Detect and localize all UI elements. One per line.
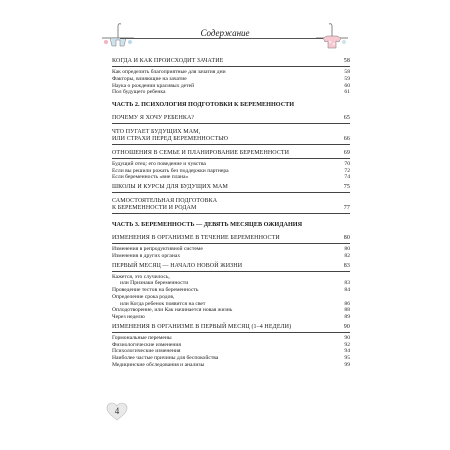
- toc-page-number: 58: [343, 58, 350, 64]
- toc-item: [112, 342, 350, 349]
- toc-page-number: 83: [344, 280, 350, 287]
- toc-part-heading: [112, 102, 350, 109]
- toc-item: [112, 76, 350, 83]
- toc-page-number: 99: [344, 361, 350, 368]
- toc-item-title: Если беременность «вне плана»: [112, 174, 189, 181]
- toc-page-number: 59: [344, 75, 350, 82]
- page-number-badge: [106, 402, 128, 422]
- toc-item-title-cont: или Когда ребенок появится на свет: [120, 300, 206, 307]
- toc-item: [112, 89, 350, 96]
- toc-item-title: Изменения в репродуктивной системе: [112, 246, 203, 253]
- toc-section-title: ШКОЛЫ И КУРСЫ ДЛЯ БУДУЩИХ МАМ: [112, 184, 228, 191]
- toc-item-title: Изменения в других органах: [112, 252, 181, 259]
- toc-section-title: ИЗМЕНЕНИЯ В ОРГАНИЗМЕ В ПЕРВЫЙ МЕСЯЦ (1–4 НЕДЕЛИ): [112, 323, 292, 330]
- toc-page-number: 77: [343, 205, 350, 212]
- toc-item-title: Наука о рождении красивых детей: [112, 82, 195, 89]
- section-rule: [112, 123, 350, 124]
- toc-item-title: Определение срока родов,: [112, 293, 175, 300]
- toc-item-title: Если вы решили рожать без поддержки партнера: [112, 167, 229, 174]
- toc-item-title: Физиологические изменения: [112, 341, 181, 348]
- toc-item: [112, 301, 350, 308]
- toc-item: [112, 69, 350, 76]
- toc-page-number: 94: [344, 348, 350, 355]
- page-header: [100, 22, 350, 52]
- toc-item-title: Наиболее частые причины для беспокойства: [112, 355, 219, 361]
- baby-clothes-hanger-icon: [100, 22, 136, 50]
- toc-section-title: САМОСТОЯТЕЛЬНАЯ ПОДГОТОВКА: [112, 198, 218, 205]
- toc-item-title: Гормональные перемены: [112, 334, 172, 341]
- toc-page-number: 90: [344, 334, 350, 341]
- section-rule: [112, 271, 350, 272]
- toc-page-number: 66: [343, 135, 350, 142]
- toc-item-title: Будущий отец: его поведение и чувства: [112, 161, 206, 168]
- toc-item: [112, 314, 350, 321]
- section-rule: [112, 332, 350, 333]
- toc-section: [112, 58, 350, 65]
- toc-section-line: [112, 198, 350, 205]
- toc-item-title: Кажется, это случилось,: [112, 273, 170, 280]
- toc-section: [112, 115, 350, 122]
- toc-page-number: 69: [343, 149, 350, 156]
- section-rule: [112, 213, 350, 214]
- toc-item-title: Пол будущего ребенка: [112, 89, 166, 96]
- header-title: Содержание: [185, 28, 265, 38]
- toc-section-title: ИЗМЕНЕНИЯ В ОРГАНИЗМЕ В ТЕЧЕНИЕ БЕРЕМЕННОСТИ: [112, 234, 280, 241]
- toc-page-number: 65: [343, 114, 350, 121]
- toc-section-title-cont: ИЛИ СТРАХИ ПЕРЕД БЕРЕМЕННОСТЬЮ: [112, 135, 229, 142]
- toc-page-number: 80: [344, 246, 350, 253]
- toc-item-title: Психологические изменения: [112, 348, 181, 355]
- toc-page-number: 80: [343, 234, 350, 241]
- toc-page-number: 86: [344, 300, 350, 307]
- toc-item-title: Как определить благоприятные для зачатия дни: [112, 69, 226, 76]
- toc-section-title: ЧТО ПУГАЕТ БУДУЩИХ МАМ,: [112, 128, 201, 135]
- toc-item: [112, 246, 350, 253]
- toc-section: [112, 263, 350, 270]
- toc-item-title: Проведение тестов на беременность: [112, 287, 199, 294]
- toc-page-number: 83: [343, 262, 350, 269]
- toc-section: [112, 324, 350, 331]
- section-rule: [112, 243, 350, 244]
- toc-section-title-cont: К БЕРЕМЕННОСТИ И РОДАМ: [112, 205, 197, 212]
- header-rule: [120, 38, 330, 39]
- toc-item-title: Факторы, влияющие на зачатие: [112, 75, 187, 82]
- toc-section: [112, 150, 350, 157]
- toc-item: [112, 348, 350, 355]
- toc-item: [112, 355, 350, 362]
- toc-item-title: Через неделю: [112, 313, 145, 320]
- toc-section-title: КОГДА И КАК ПРОИСХОДИТ ЗАЧАТИЕ: [112, 58, 224, 64]
- page-number: 4: [114, 406, 120, 416]
- toc-page-number: 70: [344, 161, 350, 168]
- toc-page-number: 75: [343, 184, 350, 191]
- toc-item: [112, 174, 350, 181]
- toc-page-number: 84: [344, 287, 350, 294]
- toc-item: [112, 362, 350, 369]
- section-rule: [112, 144, 350, 145]
- toc-item-title-cont: или Признаки беременности: [120, 280, 189, 287]
- toc-page-number: 61: [344, 89, 350, 96]
- toc-page-number: 58: [344, 69, 350, 76]
- toc-section: [112, 205, 350, 212]
- toc-section-line: [112, 129, 350, 136]
- toc-page-number: 95: [344, 355, 350, 361]
- toc-section-title: ПЕРВЫЙ МЕСЯЦ — НАЧАЛО НОВОЙ ЖИЗНИ: [112, 262, 243, 269]
- toc-item: [112, 253, 350, 260]
- toc-section: [112, 136, 350, 143]
- table-of-contents: [112, 58, 350, 368]
- toc-page-number: 82: [344, 252, 350, 259]
- toc-section: [112, 235, 350, 242]
- section-rule: [112, 158, 350, 159]
- toc-page-number: 74: [344, 174, 350, 181]
- toc-item: [112, 335, 350, 342]
- section-rule: [112, 192, 350, 193]
- toc-page-number: 72: [344, 167, 350, 174]
- toc-part-title: ЧАСТЬ 2. ПСИХОЛОГИЯ ПОДГОТОВКИ К БЕРЕМЕННОСТИ: [112, 101, 295, 109]
- toc-part-heading: [112, 222, 350, 229]
- toc-page-number: 89: [344, 313, 350, 320]
- toc-page-number: 60: [344, 82, 350, 89]
- toc-item-title: Оплодотворение, или Как начинается новая жизнь: [112, 307, 233, 314]
- toc-item: [112, 307, 350, 314]
- toc-item: [112, 287, 350, 294]
- toc-section-title: ОТНОШЕНИЯ В СЕМЬЕ И ПЛАНИРОВАНИЕ БЕРЕМЕННОСТИ: [112, 149, 290, 156]
- toc-item: [112, 161, 350, 168]
- toc-item-title: Медицинские обследования и анализы: [112, 361, 205, 368]
- toc-page-number: 92: [344, 341, 350, 348]
- toc-item-line: [112, 294, 350, 301]
- section-rule: [112, 66, 350, 67]
- toc-section-title: ПОЧЕМУ Я ХОЧУ РЕБЕНКА?: [112, 114, 195, 121]
- toc-page-number: 90: [343, 323, 350, 330]
- baby-clothes-hanger-icon: [314, 22, 350, 50]
- toc-page-number: 88: [344, 307, 350, 314]
- toc-section: [112, 184, 350, 191]
- toc-part-title: ЧАСТЬ 3. БЕРЕМЕННОСТЬ — ДЕВЯТЬ МЕСЯЦЕВ ОЖИДАНИЯ: [112, 221, 303, 229]
